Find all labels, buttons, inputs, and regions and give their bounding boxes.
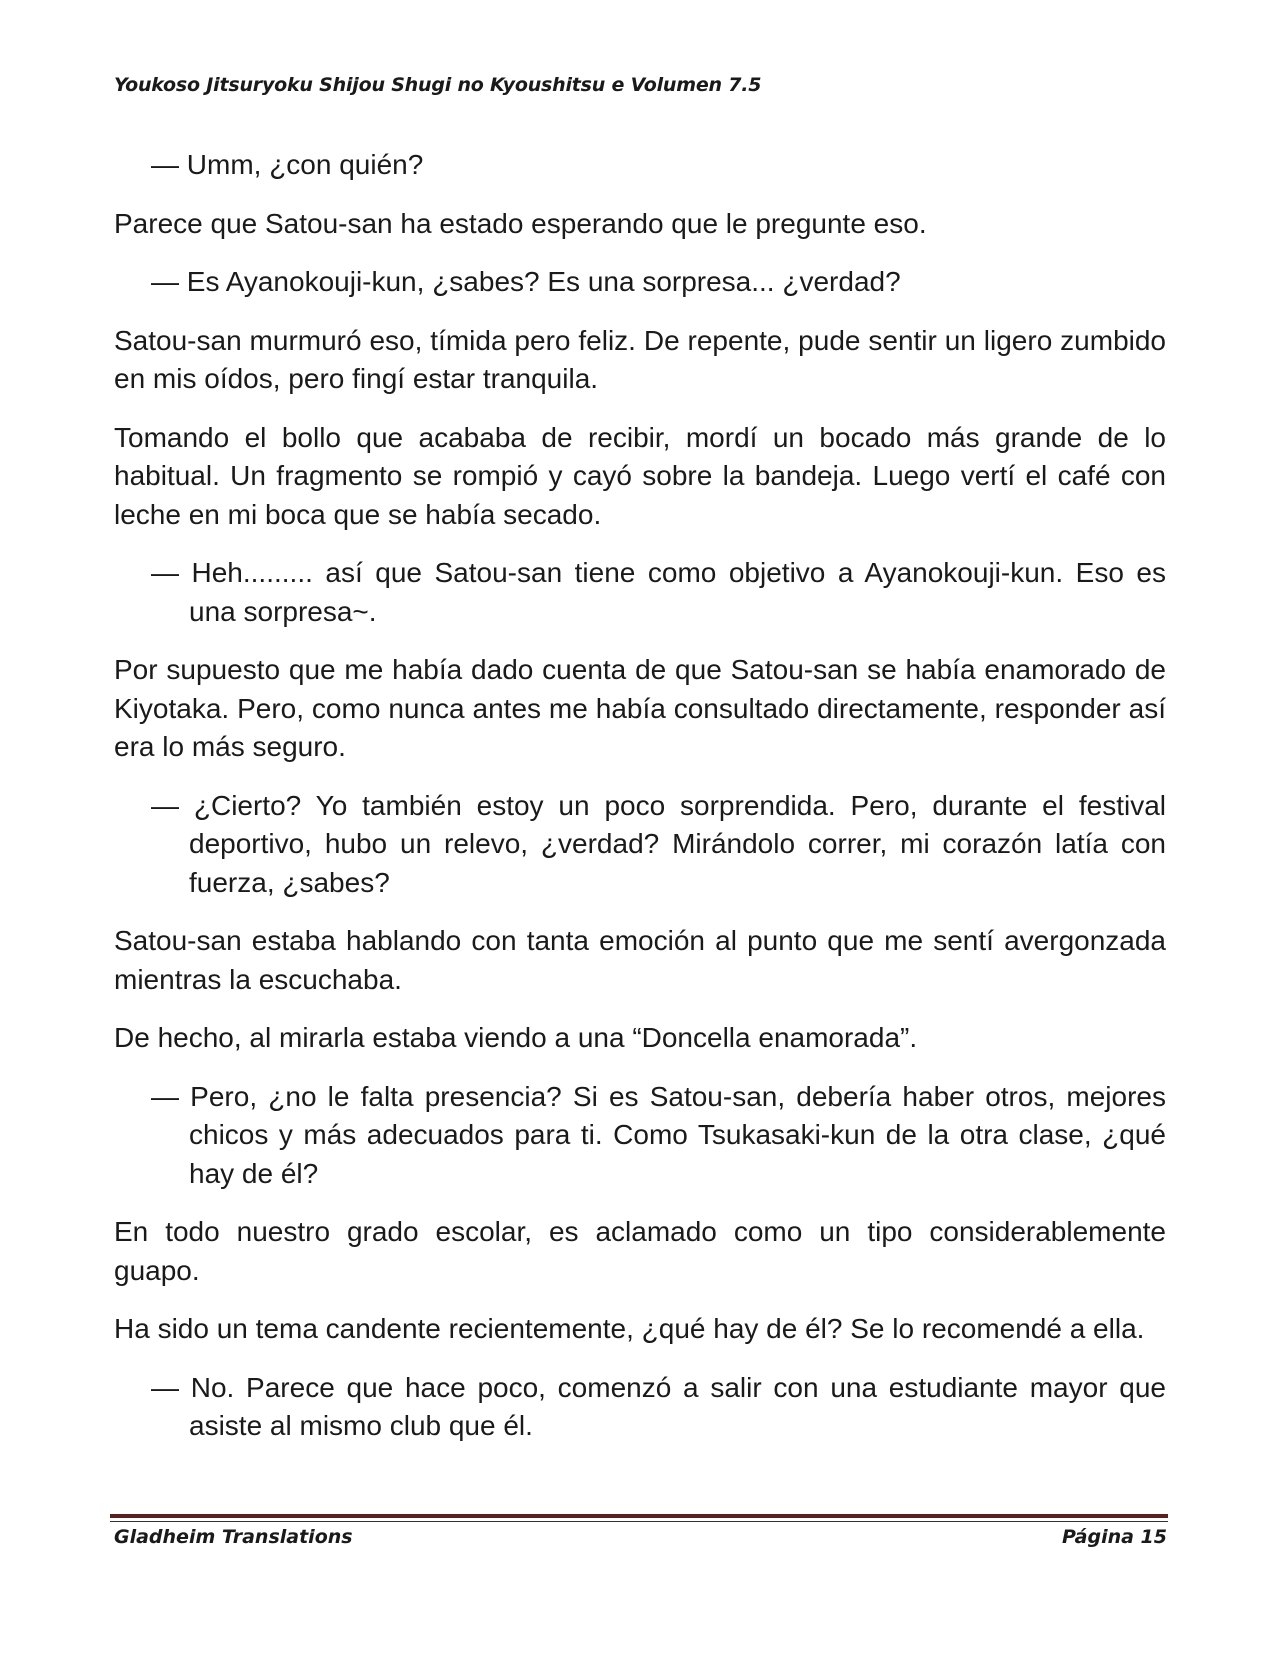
page-header-title: Youkoso Jitsuryoku Shijou Shugi no Kyoushitsu e Volumen 7.5	[114, 74, 762, 96]
paragraph: Ha sido un tema candente recientemente, ¿qué hay de él? Se lo recomendé a ella.	[114, 1313, 1145, 1344]
paragraph: En todo nuestro grado escolar, es aclamado como un tipo considerablemente guapo.	[114, 1216, 1166, 1286]
footer-rule-thin	[110, 1521, 1168, 1522]
dialogue-line: — Heh......... así que Satou-san tiene como objetivo a Ayanokouji-kun. Eso es una sorpresa~.	[151, 557, 1166, 627]
paragraph: Satou-san murmuró eso, tímida pero feliz. De repente, pude sentir un ligero zumbido en mis oídos, pero fingí estar tranquila.	[114, 324, 1166, 394]
page-body	[114, 146, 1166, 1466]
dialogue-line: — ¿Cierto? Yo también estoy un poco sorprendida. Pero, durante el festival deportivo, hubo un relevo, ¿verdad? Mirándolo correr, mi corazón latía con fuerza, ¿sabes?	[151, 789, 1166, 898]
footer-credit: Gladheim Translations	[114, 1526, 353, 1548]
dialogue-line: — No. Parece que hace poco, comenzó a salir con una estudiante mayor que asiste al mismo club que él.	[151, 1371, 1166, 1441]
dialogue-line: — Es Ayanokouji-kun, ¿sabes? Es una sorpresa... ¿verdad?	[151, 266, 901, 297]
dialogue-line: — Umm, ¿con quién?	[151, 149, 424, 180]
paragraph: Satou-san estaba hablando con tanta emoción al punto que me sentí avergonzada mientras la escuchaba.	[114, 925, 1166, 995]
dialogue-line: — Pero, ¿no le falta presencia? Si es Satou-san, debería haber otros, mejores chicos y más adecuados para ti. Como Tsukasaki-kun de la otra clase, ¿qué hay de él?	[151, 1080, 1166, 1189]
paragraph: De hecho, al mirarla estaba viendo a una “Doncella enamorada”.	[114, 1022, 918, 1053]
paragraph: Por supuesto que me había dado cuenta de que Satou-san se había enamorado de Kiyotaka. Pero, como nunca antes me había consultado directamente, responder así era lo más seguro.	[114, 654, 1166, 762]
footer-rule-thick	[110, 1514, 1168, 1518]
footer-page-number: Página 15	[1061, 1526, 1167, 1548]
paragraph: Tomando el bollo que acababa de recibir, mordí un bocado más grande de lo habitual. Un fragmento se rompió y cayó sobre la bandeja. Luego vertí el café con leche en mi boca que se había secado.	[114, 421, 1166, 530]
paragraph: Parece que Satou-san ha estado esperando que le pregunte eso.	[114, 207, 927, 239]
